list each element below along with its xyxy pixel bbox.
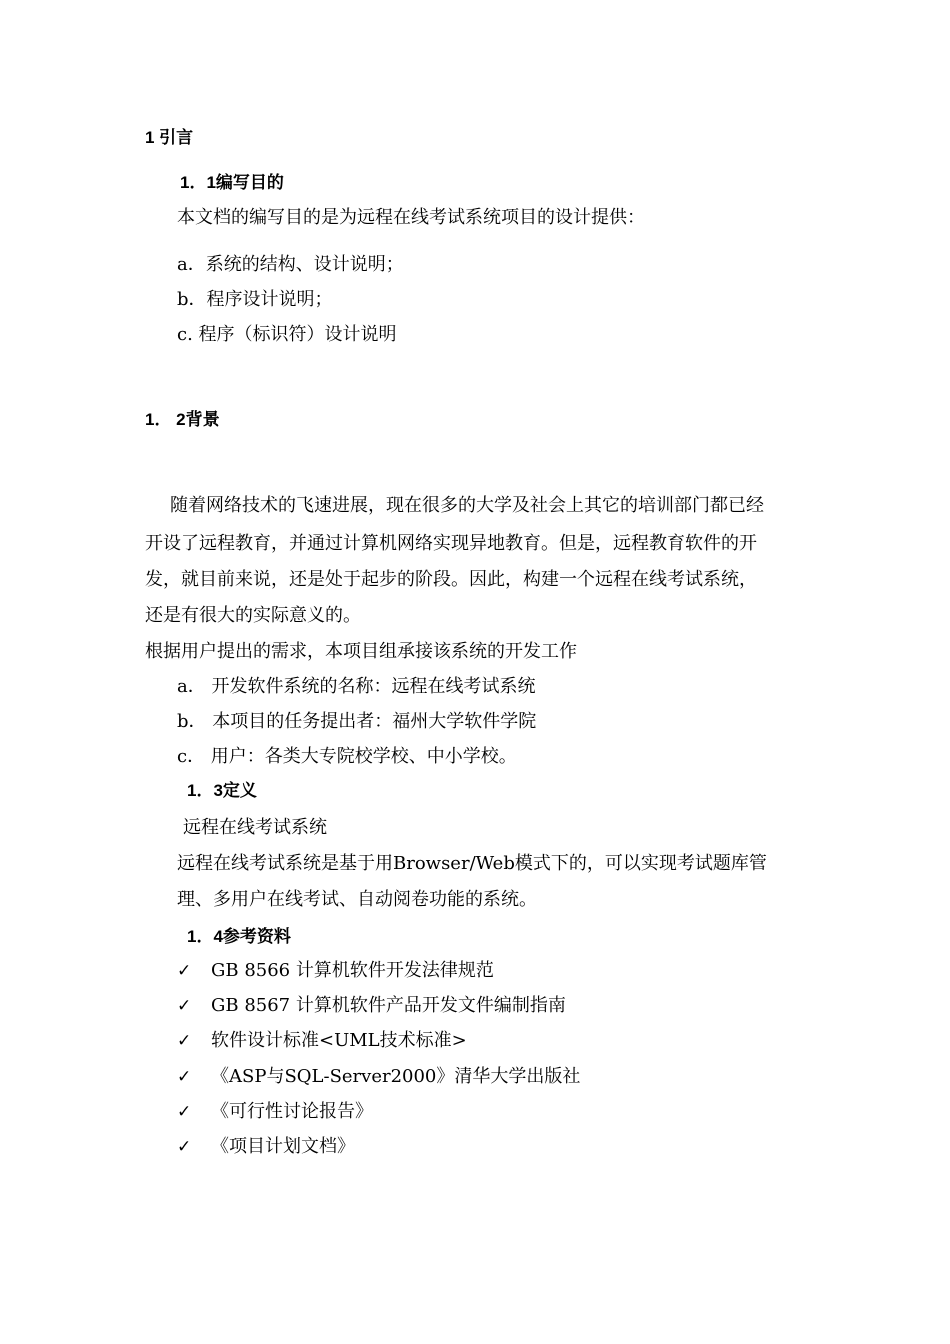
definition-term: 远程在线考试系统 <box>183 817 327 838</box>
definition-text-line: 远程在线考试系统是基于用Browser/Web模式下的，可以实现考试题库管 <box>177 853 767 874</box>
checkmark-icon: ✓ <box>177 1067 192 1087</box>
checkmark-icon: ✓ <box>177 1031 192 1051</box>
background-paragraph-line: 随着网络技术的飞速进展，现在很多的大学及社会上其它的培训部门都已经 <box>170 495 764 516</box>
heading-1-2-background: 1． 2背景 <box>145 410 220 429</box>
heading-1-introduction: 1 引言 <box>145 128 194 147</box>
checkmark-icon: ✓ <box>177 1102 192 1122</box>
purpose-item: c. 程序（标识符）设计说明 <box>177 324 397 345</box>
background-item: c． 用户：各类大专院校学校、中小学校。 <box>177 746 517 767</box>
heading-1-1-purpose: 1．1编写目的 <box>180 173 284 192</box>
reference-item: 《可行性讨论报告》 <box>211 1101 373 1122</box>
reference-item: 《项目计划文档》 <box>211 1136 355 1157</box>
purpose-item: a．系统的结构、设计说明； <box>177 254 404 275</box>
background-paragraph-line: 开设了远程教育，并通过计算机网络实现异地教育。但是，远程教育软件的开 <box>145 533 757 554</box>
heading-1-4-references: 1．4参考资料 <box>187 927 291 946</box>
reference-item: 软件设计标准<UML技术标准> <box>211 1030 467 1051</box>
checkmark-icon: ✓ <box>177 961 192 981</box>
checkmark-icon: ✓ <box>177 1137 192 1157</box>
definition-text-line: 理、多用户在线考试、自动阅卷功能的系统。 <box>177 889 537 910</box>
reference-item: GB 8567 计算机软件产品开发文件编制指南 <box>211 995 566 1016</box>
purpose-intro: 本文档的编写目的是为远程在线考试系统项目的设计提供： <box>177 207 645 228</box>
background-item: b． 本项目的任务提出者：福州大学软件学院 <box>177 711 537 732</box>
background-item: a． 开发软件系统的名称：远程在线考试系统 <box>177 676 536 697</box>
background-paragraph-line: 还是有很大的实际意义的。 <box>145 605 361 626</box>
reference-item: GB 8566 计算机软件开发法律规范 <box>211 960 494 981</box>
checkmark-icon: ✓ <box>177 996 192 1016</box>
reference-item: 《ASP与SQL-Server2000》清华大学出版社 <box>211 1066 581 1087</box>
background-lead: 根据用户提出的需求，本项目组承接该系统的开发工作 <box>145 641 577 662</box>
heading-1-3-definitions: 1．3定义 <box>187 781 257 800</box>
background-paragraph-line: 发，就目前来说，还是处于起步的阶段。因此，构建一个远程在线考试系统， <box>145 569 757 590</box>
purpose-item: b．程序设计说明； <box>177 289 333 310</box>
